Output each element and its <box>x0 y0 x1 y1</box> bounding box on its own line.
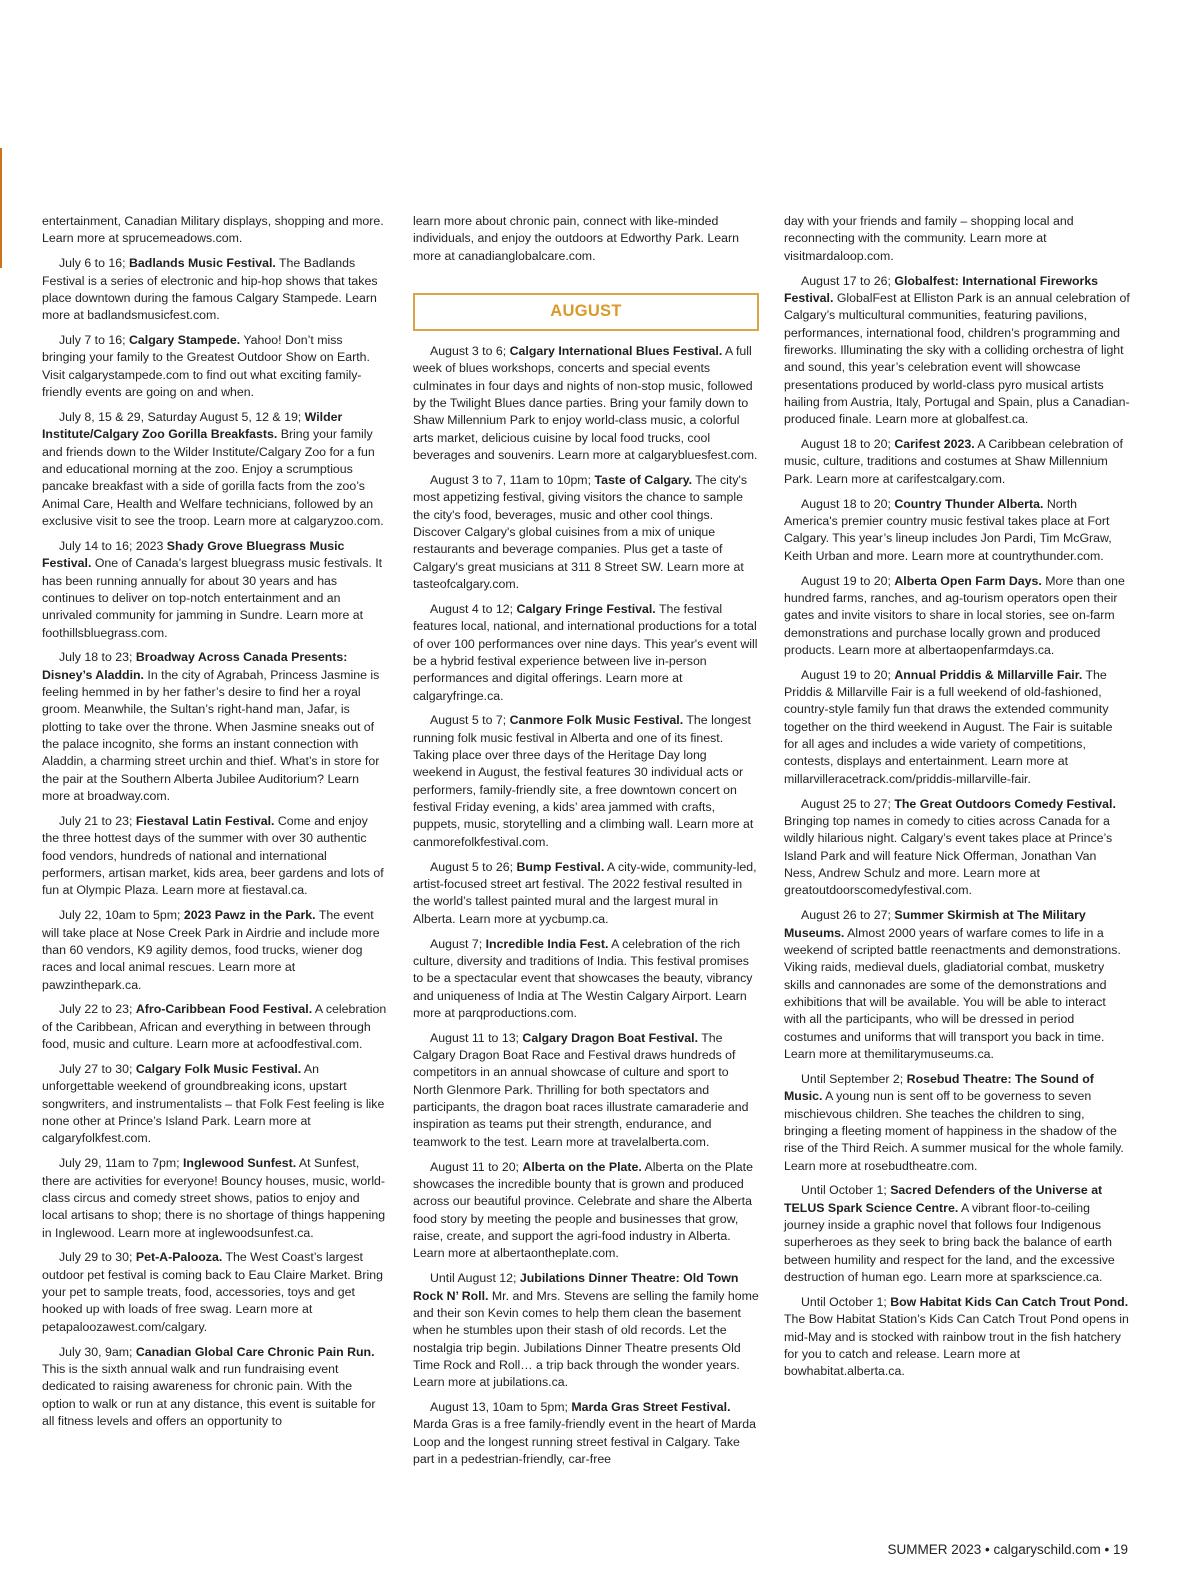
event-date: July 14 to 16; 2023 <box>59 538 167 553</box>
event-description: Yahoo! Don’t miss bringing your family to the Greatest Outdoor Show on Earth. Visit calgarystampede.com to find out what exciting family-friendly events are going on and when. <box>42 333 370 400</box>
event-listing <box>42 907 388 994</box>
event-date: July 27 to 30; <box>59 1061 136 1076</box>
event-description: A celebration of the Caribbean, African and everything in between through food, music and culture. Learn more at acfoodfestival.com. <box>42 1002 387 1052</box>
month-heading: AUGUST <box>550 302 622 321</box>
event-description: The Bow Habitat Station’s Kids Can Catch Trout Pond opens in mid-May and is stocked with rainbow trout in the fish hatchery for you to catch and release. Learn more at bowhabitat.alberta.ca. <box>784 1312 1129 1379</box>
column-2 <box>413 213 759 1476</box>
event-description: day with your friends and family – shopping local and reconnecting with the community. Learn more at visitmardaloop.com. <box>784 214 1074 263</box>
event-listing <box>784 273 1130 429</box>
event-title: Incredible India Fest. <box>485 936 609 951</box>
event-title: Taste of Calgary. <box>594 472 693 487</box>
event-date: August 11 to 13; <box>430 1030 523 1045</box>
event-description: The event will take place at Nose Creek Park in Airdrie and include more than 60 vendors, K9 agility demos, food trucks, wiener dog races and local animal rescues. Learn more at pawzinthepark.ca. <box>42 908 380 992</box>
event-title: Wilder Institute/Calgary Zoo Gorilla Breakfasts. <box>42 409 343 442</box>
event-listing <box>413 1270 759 1391</box>
event-continued-text <box>42 213 388 248</box>
event-listing <box>784 436 1130 488</box>
event-date: Until October 1; <box>801 1183 891 1198</box>
event-description: Come and enjoy the three hottest days of the summer with over 30 authentic food vendors, hundreds of national and international performers, artisan market, kids area, beer gardens and lots of fun at Olympic Plaza. Learn more at fiestaval.ca. <box>42 814 384 898</box>
event-listing <box>784 796 1130 900</box>
event-date: August 17 to 26; <box>801 273 895 288</box>
event-description: learn more about chronic pain, connect with like-minded individuals, and enjoy the outdoors at Edworthy Park. Learn more at canadianglobalcare.com. <box>413 214 739 263</box>
event-listing <box>42 813 388 900</box>
month-heading-box <box>413 293 759 331</box>
event-listing <box>42 1061 388 1148</box>
event-date: August 4 to 12; <box>430 601 517 616</box>
event-date: July 30, 9am; <box>59 1344 136 1359</box>
event-title: Calgary Fringe Festival. <box>516 601 656 616</box>
event-description: The longest running folk music festival in Alberta and one of its finest. Taking place over three days of the Heritage Day long weekend in August, the festival features 30 individual acts or performers, family-friendly site, a free downtown concert on festival Friday evening, a kids’ area jammed with crafts, puppets, music, storytelling and a climbing wall. Learn more at canmorefolkfestival.com. <box>413 713 754 849</box>
event-description: The West Coast’s largest outdoor pet festival is coming back to Eau Claire Market. Bring your pet to sample treats, food, accessories, toys and get hooked up with loads of free swag. Learn more at petapaloozawest.com/calgary. <box>42 1250 383 1334</box>
event-listing <box>784 1071 1130 1175</box>
event-date: August 13, 10am to 5pm; <box>430 1400 572 1415</box>
event-date: July 18 to 23; <box>59 650 136 665</box>
event-title: Alberta Open Farm Days. <box>894 573 1042 588</box>
event-listing <box>413 936 759 1023</box>
event-date: August 19 to 20; <box>801 573 895 588</box>
event-date: July 8, 15 & 29, Saturday August 5, 12 & 19; <box>59 409 305 424</box>
column-2-events <box>413 343 759 1468</box>
event-title: Marda Gras Street Festival. <box>571 1400 731 1415</box>
event-listing <box>413 1159 759 1263</box>
event-description: The Badlands Festival is a series of electronic and hip-hop shows that takes place downtown during the famous Calgary Stampede. Learn more at badlandsmusicfest.com. <box>42 256 378 323</box>
event-description: The festival features local, national, and international productions for a total of over 100 performances over nine days. This year's event will be a hybrid festival experience between live in-person performances and digital offerings. Learn more at calgaryfringe.ca. <box>413 601 758 703</box>
column-1 <box>42 213 388 1438</box>
event-description: One of Canada’s largest bluegrass music festivals. It has been running annually for about 30 years and has continues to deliver on top-notch entertainment and an unrivaled community for jamming in Sundre. Learn more at foothillsbluegrass.com. <box>42 556 383 640</box>
event-description: This is the sixth annual walk and run fundraising event dedicated to raising awareness for chronic pain. With the option to walk or run at any distance, this event is suitable for all fitness levels and offers an opportunity to <box>42 1361 376 1428</box>
event-listing <box>413 1030 759 1151</box>
column-3 <box>784 213 1130 1388</box>
event-listing <box>413 1399 759 1468</box>
page-edge-accent-bar <box>0 148 2 268</box>
event-title: Shady Grove Bluegrass Music Festival. <box>42 538 345 571</box>
event-title: Calgary Stampede. <box>129 333 241 348</box>
event-description: Bring your family and friends down to the Wilder Institute/Calgary Zoo for a fun and educational morning at the zoo. Enjoy a scrumptious pancake breakfast with a side of gorilla facts from the zoo’s Animal Care, Health and Welfare technicians, followed by an exclusive visit to see the troop. Learn more at calgaryzoo.com. <box>42 427 384 528</box>
event-title: Alberta on the Plate. <box>522 1159 642 1174</box>
event-date: August 5 to 26; <box>430 859 517 874</box>
event-listing <box>784 573 1130 660</box>
event-date: July 22 to 23; <box>59 1002 136 1017</box>
event-listing <box>42 1344 388 1431</box>
event-listing <box>42 255 388 324</box>
event-date: August 5 to 7; <box>430 713 510 728</box>
event-title: Summer Skirmish at The Military Museums. <box>784 908 1086 940</box>
event-title: Inglewood Sunfest. <box>182 1156 297 1171</box>
event-continued-text <box>413 213 759 265</box>
event-title: Badlands Music Festival. <box>129 256 276 271</box>
event-title: Afro-Caribbean Food Festival. <box>135 1002 313 1017</box>
event-title: The Great Outdoors Comedy Festival. <box>894 796 1116 811</box>
event-date: August 7; <box>430 936 486 951</box>
event-listing <box>42 1001 388 1053</box>
event-title: Canmore Folk Music Festival. <box>509 713 684 728</box>
event-title: Canadian Global Care Chronic Pain Run. <box>135 1344 375 1359</box>
event-date: August 11 to 20; <box>430 1159 523 1174</box>
event-listing <box>784 667 1130 788</box>
event-description: A Caribbean celebration of music, culture, traditions and costumes at Shaw Millennium Park. Learn more at carifestcalgary.com. <box>784 437 1123 486</box>
event-title: Calgary International Blues Festival. <box>509 344 723 359</box>
event-title: Calgary Dragon Boat Festival. <box>522 1030 699 1045</box>
event-date: July 29, 11am to 7pm; <box>59 1156 183 1171</box>
event-description: In the city of Agrabah, Princess Jasmine is feeling hemmed in by her father’s desire to find her a royal groom. Meanwhile, the Sultan’s right-hand man, Jafar, is plotting to take over the throne. When Jasmine sneaks out of the palace incognito, she forms an instant connection with Aladdin, a charming street urchin and thief. What’s in store for the pair at the Southern Alberta Jubilee Auditorium? Learn more at broadway.com. <box>42 667 380 804</box>
event-date: August 3 to 7, 11am to 10pm; <box>430 472 595 487</box>
event-date: August 25 to 27; <box>801 796 895 811</box>
event-date: July 6 to 16; <box>59 256 129 271</box>
event-description: A celebration of the rich culture, diversity and traditions of India. This festival promises to be a spectacular event that showcases the beauty, vibrancy and uniqueness of India at The Westin Calgary Airport. Learn more at parqproductions.com. <box>413 936 753 1020</box>
event-date: July 29 to 30; <box>59 1250 136 1265</box>
event-listing <box>42 409 388 530</box>
event-listing <box>42 1249 388 1336</box>
event-title: Bow Habitat Kids Can Catch Trout Pond. <box>890 1294 1129 1309</box>
event-date: August 26 to 27; <box>801 908 895 923</box>
event-date: August 18 to 20; <box>801 496 895 511</box>
event-title: Globalfest: International Fireworks Festival. <box>784 273 1099 305</box>
event-date: August 19 to 20; <box>801 667 895 682</box>
event-description: The Priddis & Millarville Fair is a full weekend of old-fashioned, country-style family fun that draws the extended community together on the third weekend in August. The Fair is suitable for all ages and includes a wide variety of competitions, contests, displays and entertainment. Learn more at millarvilleracetrack.com/priddis-millarville-fair. <box>784 667 1113 786</box>
event-description: Bringing top names in comedy to cities across Canada for a wildly hilarious night. Calgary’s event takes place at Prince’s Island Park and will feature Nick Offerman, Jonathan Van Ness, Andrew Schulz and more. Learn more at greatoutdoorscomedyfestival.com. <box>784 814 1113 898</box>
event-date: Until September 2; <box>801 1071 907 1086</box>
event-listing <box>413 343 759 464</box>
event-title: Rosebud Theatre: The Sound of Music. <box>784 1071 1094 1104</box>
event-description: An unforgettable weekend of groundbreaking icons, upstart songwriters, and instrumentalists – that Folk Fest feeling is like none other at Prince’s Island Park. Learn more at calgaryfolkfest.com. <box>42 1061 385 1146</box>
event-title: Jubilations Dinner Theatre: Old Town Rock N’ Roll. <box>413 1271 739 1303</box>
event-listing <box>784 1294 1130 1381</box>
event-title: Carifest 2023. <box>894 437 975 452</box>
event-date: August 18 to 20; <box>801 437 895 452</box>
event-title: Fiestaval Latin Festival. <box>135 814 275 828</box>
event-description: The city's most appetizing festival, giving visitors the chance to sample the city's food, beverages, music and other cool things. Discover Calgary's global cuisines from a mix of unique restaurants and beverage companies. Plus get a taste of Calgary's great musicians at 311 8 Street SW. Learn more at tasteofcalgary.com. <box>413 472 748 591</box>
event-description: The Calgary Dragon Boat Race and Festival draws hundreds of competitors in an annual showcase of culture and sport to North Glenmore Park. Thrilling for both spectators and participants, the dragon boat races illustrate camaraderie and inspiration as teams put their strength, endurance, and teamwork to the test. Learn more at travelalberta.com. <box>413 1030 749 1149</box>
page-footer: SUMMER 2023 • calgaryschild.com • 19 <box>887 1542 1128 1557</box>
event-description: At Sunfest, there are activities for everyone! Bouncy houses, music, world-class circus and comedy street shows, patios to enjoy and local artisans to shop; there is no shortage of things happening in Inglewood. Learn more at inglewoodsunfest.ca. <box>42 1156 386 1240</box>
event-date: Until October 1; <box>801 1294 891 1309</box>
event-date: Until August 12; <box>430 1271 520 1286</box>
event-date: July 21 to 23; <box>59 814 136 828</box>
event-listing <box>42 332 388 401</box>
event-listing <box>784 907 1130 1063</box>
event-description: GlobalFest at Elliston Park is an annual celebration of Calgary’s multicultural communities, featuring pavilions, performances, international food, children’s programming and fireworks. Illuminating the sky with a colliding orchestra of light and sound, this year’s celebration event will showcase presentations produced by world-class pyro musical artists hailing from Austria, Italy, Portugal and Spain, plus a Canadian-produced finale. Learn more at globalfest.ca. <box>784 290 1130 427</box>
event-listing <box>784 496 1130 565</box>
event-title: 2023 Pawz in the Park. <box>183 908 316 923</box>
event-description: North America's premier country music festival takes place at Fort Calgary. This year’s lineup includes Jon Pardi, Tim McGraw, Keith Urban and more. Learn more at countrythunder.com. <box>784 496 1112 563</box>
event-listing <box>784 1182 1130 1286</box>
event-title: Pet-A-Palooza. <box>135 1250 223 1265</box>
event-description: A vibrant floor-to-ceiling journey inside a graphic novel that follows four Indigenous superheroes as they seek to bring back the balance of earth between humility and respect for the land, and the excessive destruction of human ego. Learn more at sparkscience.ca. <box>784 1200 1115 1285</box>
column-2-intro <box>413 213 759 265</box>
event-description: Mr. and Mrs. Stevens are selling the family home and their son Kevin comes to help them clean the basement when he stumbles upon their stash of old records. Let the nostalgia trip begin. Jubilations Dinner Theatre presents Old Time Rock and Roll… a trip back through the wonder years. Learn more at jubilations.ca. <box>413 1288 759 1390</box>
event-date: July 22, 10am to 5pm; <box>59 908 184 923</box>
event-listing <box>413 601 759 705</box>
event-description: A young nun is sent off to be governess to seven mischievous children. She teaches the children to sing, bringing a fleeting moment of happiness in the shadow of the rise of the Third Reich. A summer musical for the whole family. Learn more at rosebudtheatre.com. <box>784 1089 1124 1173</box>
event-continued-text <box>784 213 1130 265</box>
event-description: A full week of blues workshops, concerts and special events culminates in four days and nights of non-stop music, followed by the Twilight Blues dance parties. Bring your family down to Shaw Millennium Park to enjoy world-class music, a colorful arts market, delicious cuisine by local food trucks, cool beverages and souvenirs. Learn more at calgarybluesfest.com. <box>413 344 758 463</box>
event-title: Calgary Folk Music Festival. <box>135 1061 302 1076</box>
event-title: Sacred Defenders of the Universe at TELUS Spark Science Centre. <box>784 1183 1103 1215</box>
event-title: Bump Festival. <box>516 859 605 874</box>
event-listing <box>413 859 759 928</box>
event-description: entertainment, Canadian Military displays, shopping and more. Learn more at sprucemeadows.com. <box>42 214 384 246</box>
event-description: More than one hundred farms, ranches, and ag-tourism operators open their gates and invite visitors to share in local stories, see on-farm demonstrations and purchase locally grown and produced products. Learn more at albertaopenfarmdays.ca. <box>784 573 1125 657</box>
event-listing <box>42 649 388 805</box>
event-listing <box>42 1155 388 1242</box>
event-description: Marda Gras is a free family-friendly event in the heart of Marda Loop and the longest running street festival in Calgary. Take part in a pedestrian-friendly, car-free <box>413 1417 757 1467</box>
event-listing <box>413 472 759 593</box>
event-listing <box>42 538 388 642</box>
event-title: Country Thunder Alberta. <box>894 496 1044 511</box>
event-title: Broadway Across Canada Presents: Disney’s Aladdin. <box>42 650 348 682</box>
event-description: A city-wide, community-led, artist-focused street art festival. The 2022 festival resulted in the world’s tallest painted mural and the largest mural in Alberta. Learn more at yycbump.ca. <box>413 859 757 926</box>
event-description: Alberta on the Plate showcases the incredible bounty that is grown and produced across our beautiful province. Celebrate and share the Alberta food story by meeting the people and businesses that grow, raise, create, and support the agri-food industry in Alberta. Learn more at albertaontheplate.com. <box>413 1159 753 1261</box>
event-listing <box>413 712 759 851</box>
event-date: August 3 to 6; <box>430 344 510 359</box>
event-title: Annual Priddis & Millarville Fair. <box>894 667 1083 682</box>
event-description: Almost 2000 years of warfare comes to life in a weekend of scripted battle reenactments and demonstrations. Viking raids, medieval duels, gladiatorial combat, musketry skills and cannonades are some of the demonstrations and exhibitions that will be available. You will be able to interact with all the participants, who will be dressed in period costumes and uniforms that will transport you back in time. Learn more at themilitarymuseums.ca. <box>784 925 1121 1061</box>
event-date: July 7 to 16; <box>59 333 129 348</box>
